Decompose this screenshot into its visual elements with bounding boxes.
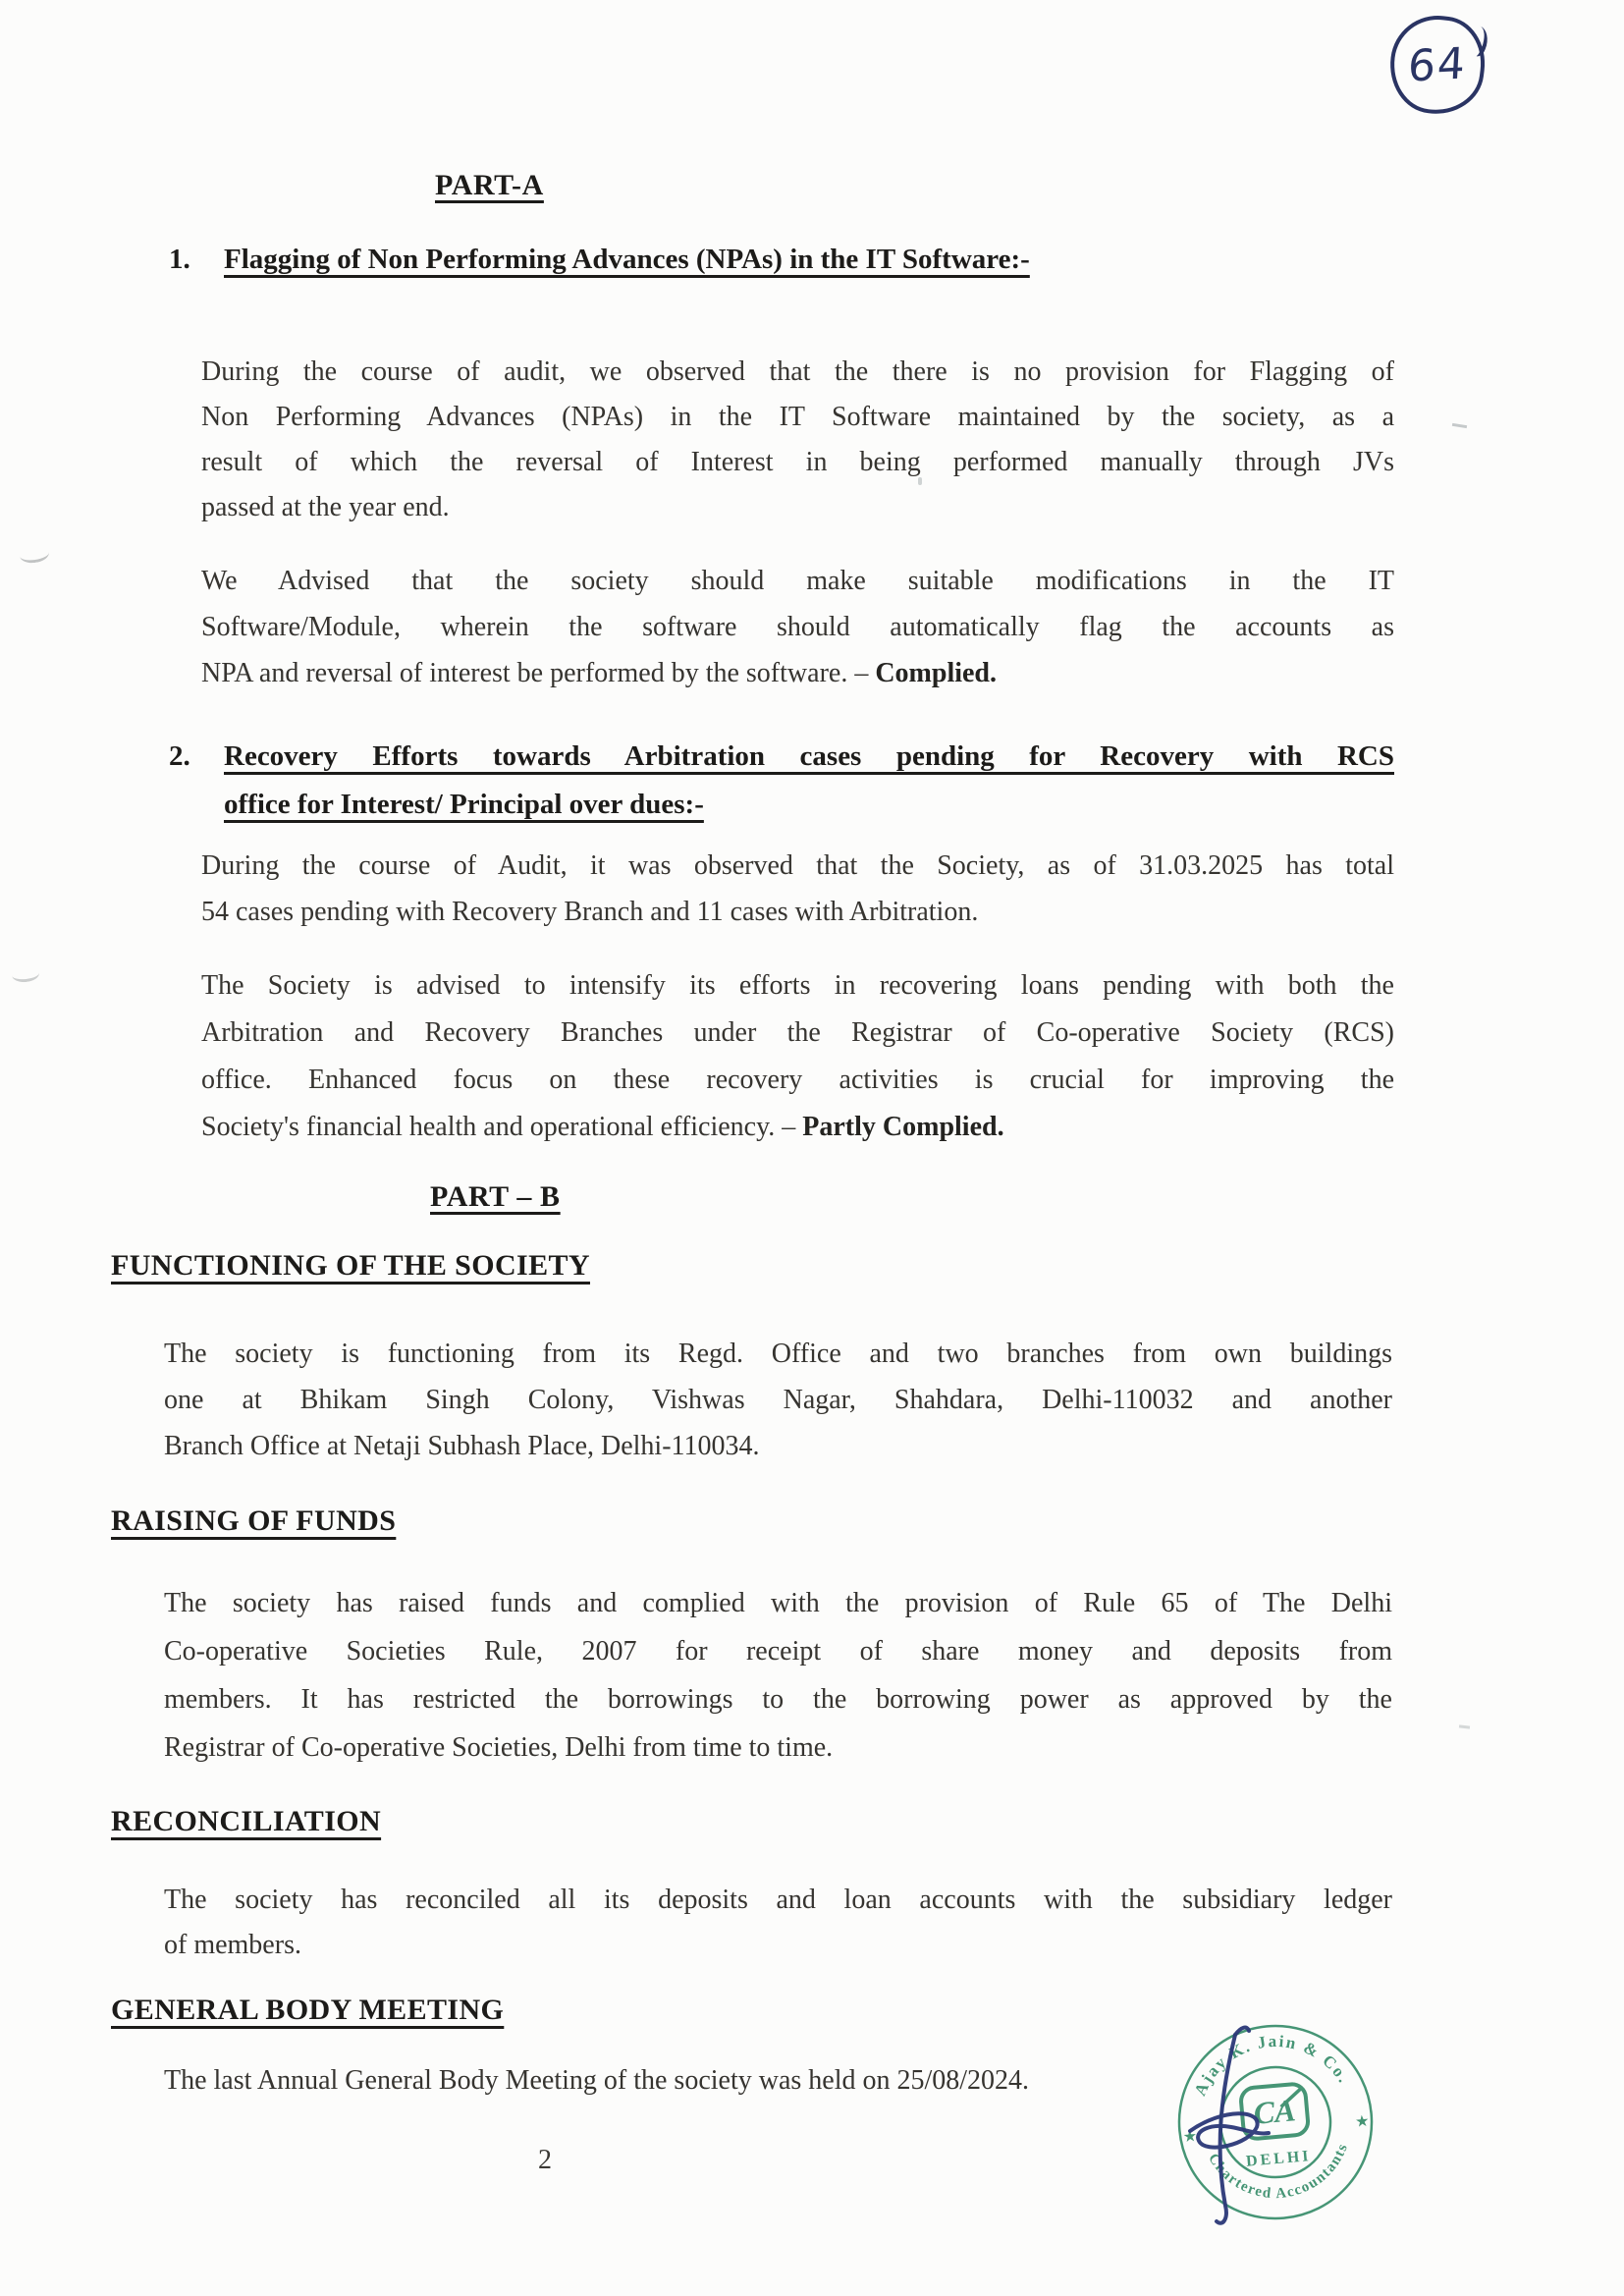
signature-ink: [1174, 2023, 1302, 2254]
text-line: Co-operative Societies Rule, 2007 for receipt of share money and deposits from: [164, 1636, 1392, 1667]
text-line: The society has reconciled all its deposits and loan accounts with the subsidiary ledger: [164, 1885, 1392, 1915]
scan-artifact-dash-right-2: [1459, 1724, 1470, 1728]
item-2-heading: [224, 733, 1394, 829]
item-1-paragraph-1: [201, 350, 1394, 530]
section-paragraph-reconciliation: [164, 1878, 1392, 1968]
text-line: NPA and reversal of interest be performed by the software. – Complied.: [201, 658, 998, 688]
text-line: During the course of Audit, it was observed that the Society, as of 31.03.2025 has total: [201, 850, 1394, 881]
text-line: one at Bhikam Singh Colony, Vishwas Nagar, Shahdara, Delhi-110032 and another: [164, 1385, 1392, 1415]
item-1-heading: Flagging of Non Performing Advances (NPAs) in the IT Software:-: [224, 244, 1030, 275]
stamp-ca-logo-text: CA: [1252, 2092, 1297, 2131]
handwritten-page-mark: [1390, 16, 1485, 114]
stamp-star-left-icon: ★: [1182, 2128, 1198, 2147]
text-line: of members.: [164, 1930, 301, 1960]
handwritten-circle: [1384, 11, 1489, 120]
item-2-heading-row: [169, 733, 1394, 829]
text-line: office for Interest/ Principal over dues:-: [224, 789, 704, 820]
item-1-paragraph-2: [201, 558, 1394, 696]
section-heading-reconciliation: RECONCILIATION: [111, 1805, 382, 1837]
page-number: 2: [538, 2145, 552, 2175]
part-b-title: PART – B: [430, 1180, 561, 1213]
scan-artifact-curl-left-2: [11, 965, 40, 984]
section-heading-general-body-meeting: GENERAL BODY MEETING: [111, 1994, 505, 2026]
text-line: Society's financial health and operational efficiency. – Partly Complied.: [201, 1112, 1004, 1142]
stamp-city-text: DELHI: [1245, 2147, 1313, 2170]
item-1-heading-row: [169, 236, 1030, 284]
section-paragraph-functioning: [164, 1331, 1392, 1469]
section-heading-raising-of-funds: RAISING OF FUNDS: [111, 1504, 397, 1537]
part-a-title: PART-A: [435, 169, 544, 201]
text-line: 54 cases pending with Recovery Branch and 11 cases with Arbitration.: [201, 897, 979, 927]
stamp-firm-name-arc: Ajay K. Jain & Co.: [1190, 2031, 1354, 2099]
text-line: The Society is advised to intensify its efforts in recovering loans pending with both the: [201, 970, 1394, 1001]
text-line: The last Annual General Body Meeting of the society was held on 25/08/2024.: [164, 2065, 1030, 2096]
text-line: Recovery Efforts towards Arbitration cases pending for Recovery with RCS: [224, 740, 1394, 772]
handwritten-number: 64: [1406, 37, 1469, 92]
item-2-paragraph-2: [201, 962, 1394, 1151]
text-line: Branch Office at Netaji Subhash Place, Delhi-110034.: [164, 1431, 760, 1461]
scan-artifact-curl-left-1: [19, 544, 50, 565]
text-line: The society has raised funds and complied with the provision of Rule 65 of The Delhi: [164, 1588, 1392, 1618]
text-line: Arbitration and Recovery Branches under the Registrar of Co-operative Society (RCS): [201, 1017, 1394, 1048]
text-line: We Advised that the society should make suitable modifications in the IT: [201, 566, 1394, 596]
scan-artifact-dash-right: [1452, 423, 1467, 428]
text-line: result of which the reversal of Interest in being performed manually through JVs: [201, 447, 1394, 477]
text-line: During the course of audit, we observed that the there is no provision for Flagging of: [201, 356, 1394, 387]
text-line: Non Performing Advances (NPAs) in the IT Software maintained by the society, as a: [201, 402, 1394, 432]
text-line: passed at the year end.: [201, 492, 450, 522]
text-line: The society is functioning from its Regd. Office and two branches from own buildings: [164, 1339, 1392, 1369]
text-line: Registrar of Co-operative Societies, Delhi from time to time.: [164, 1732, 834, 1763]
scan-artifact-dot: [918, 477, 922, 485]
text-line: office. Enhanced focus on these recovery activities is crucial for improving the: [201, 1065, 1394, 1095]
section-heading-functioning: FUNCTIONING OF THE SOCIETY: [111, 1249, 590, 1282]
stamp-star-right-icon: ★: [1354, 2112, 1371, 2131]
item-2-paragraph-1: [201, 843, 1394, 935]
text-line: Software/Module, wherein the software should automatically flag the accounts as: [201, 612, 1394, 642]
section-paragraph-raising-of-funds: [164, 1579, 1392, 1772]
stamp-designation-arc: Chartered Accountants: [1205, 2141, 1352, 2203]
item-2-number: 2.: [169, 740, 190, 772]
item-1-number: 1.: [169, 244, 190, 275]
text-line: members. It has restricted the borrowings to the borrowing power as approved by the: [164, 1684, 1392, 1715]
